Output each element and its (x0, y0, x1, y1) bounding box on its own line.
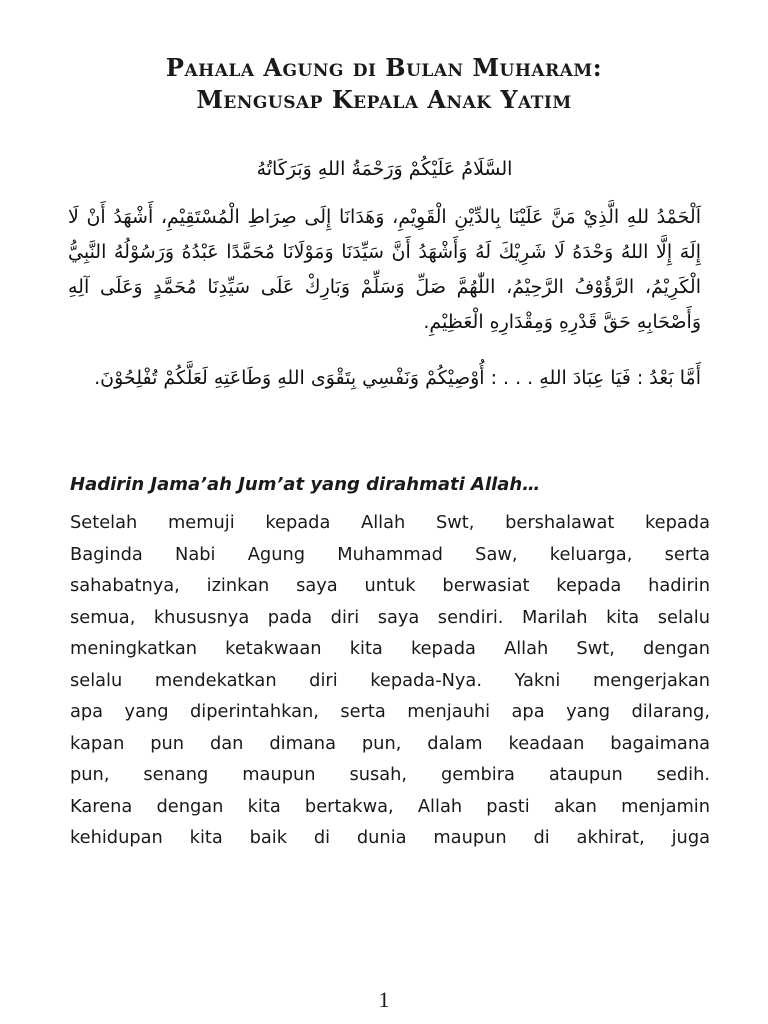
paragraph-line: selalu mendekatkan diri kepada-Nya. Yakni mengerjakan (70, 669, 710, 691)
body-paragraph (70, 507, 710, 854)
paragraph-line: Setelah memuji kepada Allah Swt, bershalawat kepada (70, 512, 710, 533)
paragraph-line: kapan pun dan dimana pun, dalam keadaan bagaimana (70, 732, 710, 754)
title-line-1: Pahala Agung di Bulan Muharam: (165, 53, 603, 82)
greeting-heading: Hadirin Jama’ah Jum’at yang dirahmati Allah… (70, 474, 541, 495)
paragraph-line: meningkatkan ketakwaan kita kepada Allah Swt, dengan (70, 638, 710, 659)
paragraph-line: semua, khususnya pada diri saya sendiri. Marilah kita selalu (70, 606, 710, 628)
arabic-salam: السَّلَامُ عَلَيْكُمْ وَرَحْمَةُ اللهِ وَبَرَكَاتُهُ (256, 158, 513, 180)
paragraph-line: sahabatnya, izinkan saya untuk berwasiat kepada hadirin (70, 575, 710, 596)
arabic-hamdalah: اَلْحَمْدُ للهِ الَّذِيْ مَنَّ عَلَيْنَا بِالدِّيْنِ الْقَوِيْمِ، وَهَدَانَا إِلَى صِرَاطِ الْمُسْتَقِيْمِ، أَشْهَدُ أَنْ لَا إِلَهَ إِلَّا اللهُ وَحْدَهُ لَا شَرِيْكَ لَهُ وَأَشْهَدُ أَنَّ سَيِّدَنَا وَمَوْلَانَا مُحَمَّدًا عَبْدُهُ وَرَسُوْلُهُ النَّبِيُّ الْكَرِيْمُ، الرَّؤُوْفُ الرَّحِيْمُ، اللّٰهُمَّ صَلِّ وَسَلِّمْ وَبَارِكْ عَلَى سَيِّدِنَا مُحَمَّدٍ وَعَلَى آلِهِ وَأَصْحَابِهِ حَقَّ قَدْرِهِ وَمِقْدَارِهِ الْعَظِيْمِ. (68, 206, 701, 333)
arabic-amma-badu: أَمَّا بَعْدُ : فَيَا عِبَادَ اللهِ . . . : أُوْصِيْكُمْ وَنَفْسِي بِتَقْوَى اللهِ وَطَاعَتِهِ لَعَلَّكُمْ تُفْلِحُوْنَ. (94, 367, 701, 389)
paragraph-line: pun, senang maupun susah, gembira ataupun sedih. (70, 764, 710, 785)
title-line-2: Mengusap Kepala Anak Yatim (196, 85, 572, 114)
paragraph-line: kehidupan kita baik di dunia maupun di akhirat, juga (70, 827, 710, 848)
page-title (60, 52, 708, 116)
page-number: 1 (378, 987, 390, 1012)
paragraph-line: Baginda Nabi Agung Muhammad Saw, keluarga, serta (70, 543, 710, 565)
paragraph-line: Karena dengan kita bertakwa, Allah pasti akan menjamin (70, 795, 710, 817)
paragraph-line: apa yang diperintahkan, serta menjauhi apa yang dilarang, (70, 701, 710, 722)
